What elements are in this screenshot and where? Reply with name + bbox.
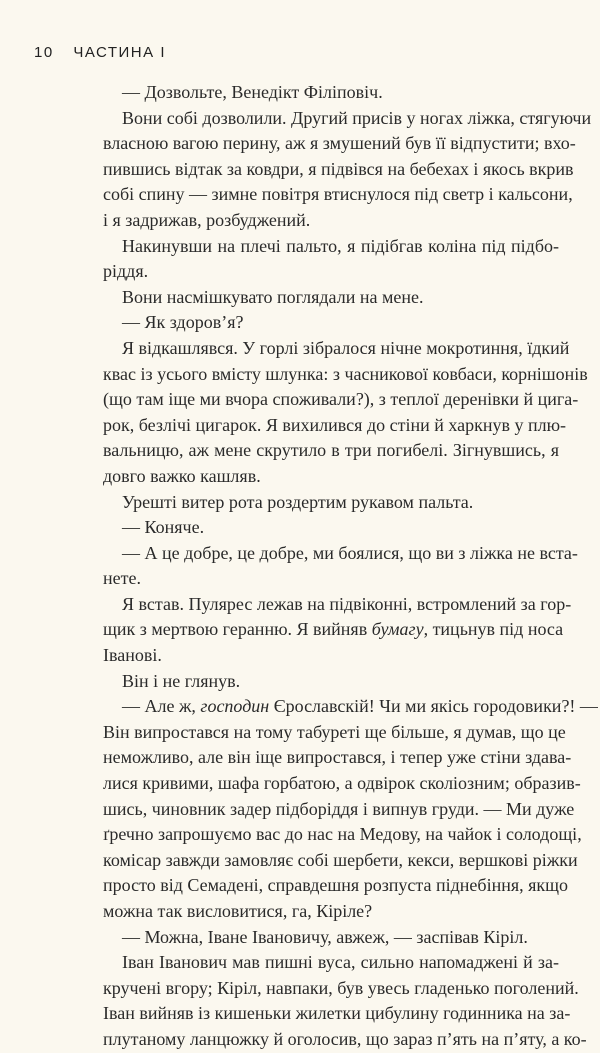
text-line: неможливо, але він іще випростався, і тепер уже стіни здава- [103,747,572,768]
text-line: кручені вгору; Кіріл, навпаки, був увесь гладенько поголений. [103,977,579,998]
text-line [103,694,598,720]
page-number: 10 [34,44,54,61]
text-line: Він і не глянув. [122,670,241,691]
text-line: просто від Семадені, справдешня розпуста піднебіння, якщо [103,875,569,896]
text-line: ріддя. [103,261,149,282]
text-line: комісар завжди замовляє собі шербети, кекси, вершкові ріжки [103,849,578,870]
text-line [103,617,564,643]
text-line: нете. [103,568,141,589]
running-head [34,44,166,61]
text-line: Урешті витер рота роздертим рукавом пальта. [122,491,474,512]
text-line: Він випростався на тому табуреті ще більше, я думав, що це [103,721,566,742]
section-title: ЧАСТИНА І [73,44,166,61]
text-line: шись, чиновник задер підборіддя і випнув груди. — Ми дуже [103,798,575,819]
text-line: ґречно запрошуємо вас до нас на Медову, на чайок і солодощі, [103,824,582,845]
italic-word: господин [200,696,270,717]
body-text [103,80,598,1053]
text-line: — Коняче. [122,517,205,538]
text-line: довго важко кашляв. [103,465,261,486]
text-line: — А це добре, це добре, ми боялися, що ви з ліжка не вста- [122,542,578,563]
text-line: — Можна, Іване Івановичу, авжеж, — заспівав Кіріл. [122,926,528,947]
text-line: можна так висловитися, га, Кіріле? [103,901,373,921]
text-line: вальницю, аж мене скрутило в три погибелі. Зігнувшись, я [103,440,559,461]
text-line: Іванові. [103,645,162,666]
text-segment: — Але ж, [122,696,201,717]
text-line: плутаному ланцюжку й оголосив, що зараз п’ять на п’яту, а ко- [103,1028,587,1049]
text-line: — Дозвольте, Венедікт Філіповіч. [122,82,383,102]
text-segment: , тицьнув під носа [423,619,564,640]
text-line: Вони собі дозволили. Другий присів у ногах ліжка, стягуючи [122,107,592,128]
text-line: — Як здоров’я? [122,312,244,333]
text-line: квас із усього вмісту шлунка: з часникової ковбаси, корнішонів [103,363,588,384]
text-line: лися кривими, шафа горбатою, а одвірок сколіозним; образив- [103,773,581,794]
text-line: пившись відтак за ковдри, я підвівся на бебехах і якось вкрив [103,158,574,179]
text-line: собі спину — зимне повітря втиснулося під светр і кальсони, [103,184,573,205]
italic-word: бумагу [371,619,424,640]
text-line: власною вагою перину, аж я змушений був її відпустити; вхо- [103,133,576,154]
text-line: Іван Іванович мав пишні вуса, сильно напомаджені й за- [122,952,559,973]
text-line: Накинувши на плечі пальто, я підібгав коліна під підбо- [122,235,559,256]
text-line: Я відкашлявся. У горлі зібралося нічне мокротиння, їдкий [122,337,570,358]
text-line: Вони насмішкувато поглядали на мене. [122,286,424,307]
text-line: і я задрижав, розбуджений. [103,209,311,230]
text-segment: щик з мертвою геранню. Я вийняв [103,619,372,640]
text-line: Я встав. Пулярес лежав на підвіконні, встромлений за гор- [122,593,572,614]
text-line: рок, безлічі цигарок. Я вихилився до стіни й харкнув у плю- [103,414,567,435]
text-segment: Єрославскій! Чи ми якісь городовики?! — [269,696,598,717]
text-line: Іван вийняв із кишеньки жилетки цибулину годинника на за- [103,1003,571,1024]
text-line: (що там іще ми вчора споживали?), з теплої деренівки й цига- [103,389,579,410]
